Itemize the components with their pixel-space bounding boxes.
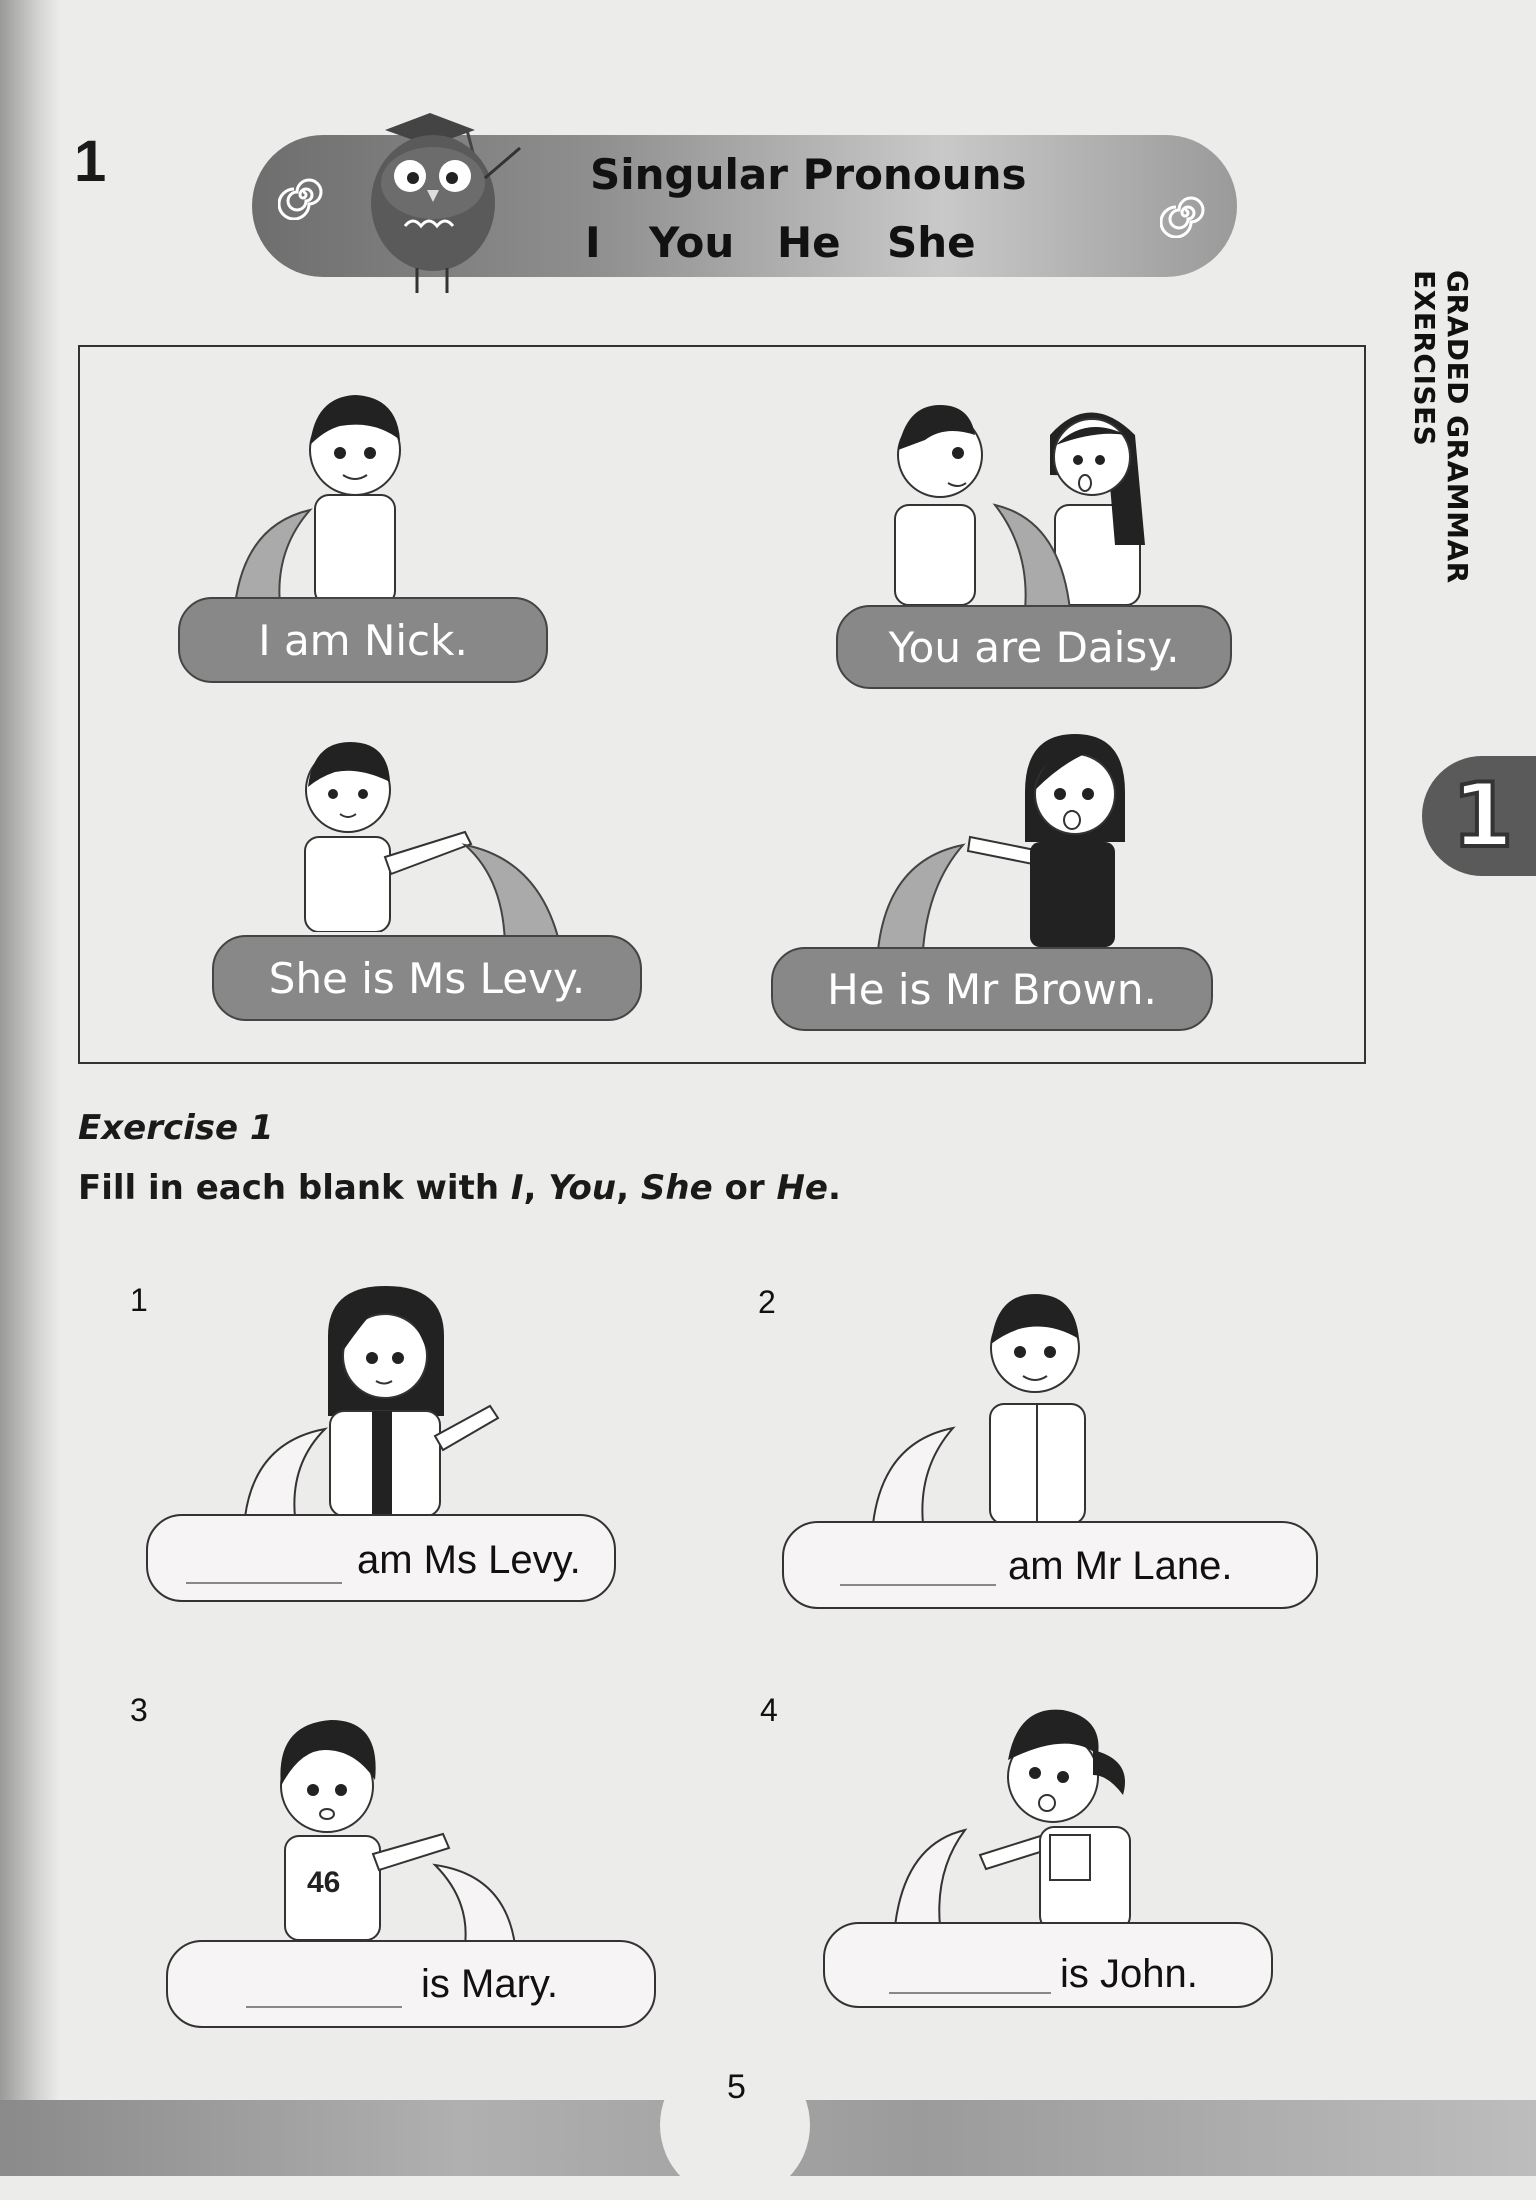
speech-bubble-tail bbox=[868, 1424, 958, 1524]
answer-blank[interactable] bbox=[186, 1582, 342, 1584]
answer-text: am Ms Levy. bbox=[357, 1538, 581, 1582]
speech-bubble-tail bbox=[990, 500, 1080, 610]
banner-pronoun: I bbox=[585, 218, 601, 267]
girl-ponytail-illustration bbox=[975, 1705, 1160, 1930]
lesson-number: 1 bbox=[74, 129, 107, 194]
example-speech-bubble: You are Daisy. bbox=[836, 605, 1232, 689]
answer-text: am Mr Lane. bbox=[1008, 1544, 1233, 1588]
banner-pronoun: You bbox=[649, 218, 735, 267]
answer-text: is Mary. bbox=[421, 1962, 559, 2006]
speech-bubble-tail bbox=[890, 1826, 970, 1926]
woman-pointing-illustration bbox=[310, 1286, 510, 1516]
exercise-heading: Exercise 1 bbox=[78, 1108, 274, 1148]
pronoun-option: You bbox=[548, 1168, 617, 1208]
question-number: 1 bbox=[130, 1282, 148, 1318]
speech-bubble-tail bbox=[240, 1425, 330, 1517]
side-section-number: 1 bbox=[1452, 764, 1514, 867]
instruction-text: Fill in each blank with bbox=[78, 1168, 511, 1208]
question-number: 2 bbox=[758, 1284, 776, 1320]
answer-blank[interactable] bbox=[840, 1584, 996, 1586]
spiral-icon bbox=[1160, 188, 1210, 238]
answer-bubble bbox=[823, 1922, 1273, 2008]
pronoun-option: He bbox=[776, 1168, 828, 1208]
answer-blank[interactable] bbox=[246, 2006, 402, 2008]
banner-pronoun: She bbox=[887, 218, 976, 267]
question-number: 4 bbox=[760, 1692, 778, 1728]
speech-bubble-tail bbox=[430, 1860, 520, 1945]
pronoun-option: I bbox=[510, 1168, 524, 1208]
page-edge-shadow bbox=[0, 0, 60, 2176]
banner-pronoun: He bbox=[777, 218, 841, 267]
page-number: 5 bbox=[727, 2068, 746, 2106]
answer-bubble bbox=[166, 1940, 656, 2028]
jersey-number: 46 bbox=[307, 1866, 341, 1899]
spiral-icon bbox=[278, 170, 328, 220]
exercise-instruction: Fill in each blank with I, You, She or He. bbox=[78, 1168, 841, 1208]
girl-pointing-illustration bbox=[960, 732, 1140, 947]
side-section-title: GRADED GRAMMAR EXERCISES bbox=[1408, 270, 1474, 584]
boy-pointing-illustration bbox=[290, 732, 480, 932]
example-speech-bubble: She is Ms Levy. bbox=[212, 935, 642, 1021]
speech-bubble-tail bbox=[225, 505, 315, 605]
owl-teacher-icon bbox=[355, 108, 525, 298]
pronoun-option: She bbox=[640, 1168, 713, 1208]
man-illustration bbox=[975, 1286, 1095, 1524]
answer-text: is John. bbox=[1060, 1952, 1198, 1996]
example-speech-bubble: He is Mr Brown. bbox=[771, 947, 1213, 1031]
question-number: 3 bbox=[130, 1692, 148, 1728]
answer-blank[interactable] bbox=[889, 1992, 1051, 1994]
speech-bubble-tail bbox=[460, 840, 570, 950]
example-speech-bubble: I am Nick. bbox=[178, 597, 548, 683]
banner-title: Singular Pronouns bbox=[590, 150, 1027, 199]
speech-bubble-tail bbox=[868, 840, 968, 950]
